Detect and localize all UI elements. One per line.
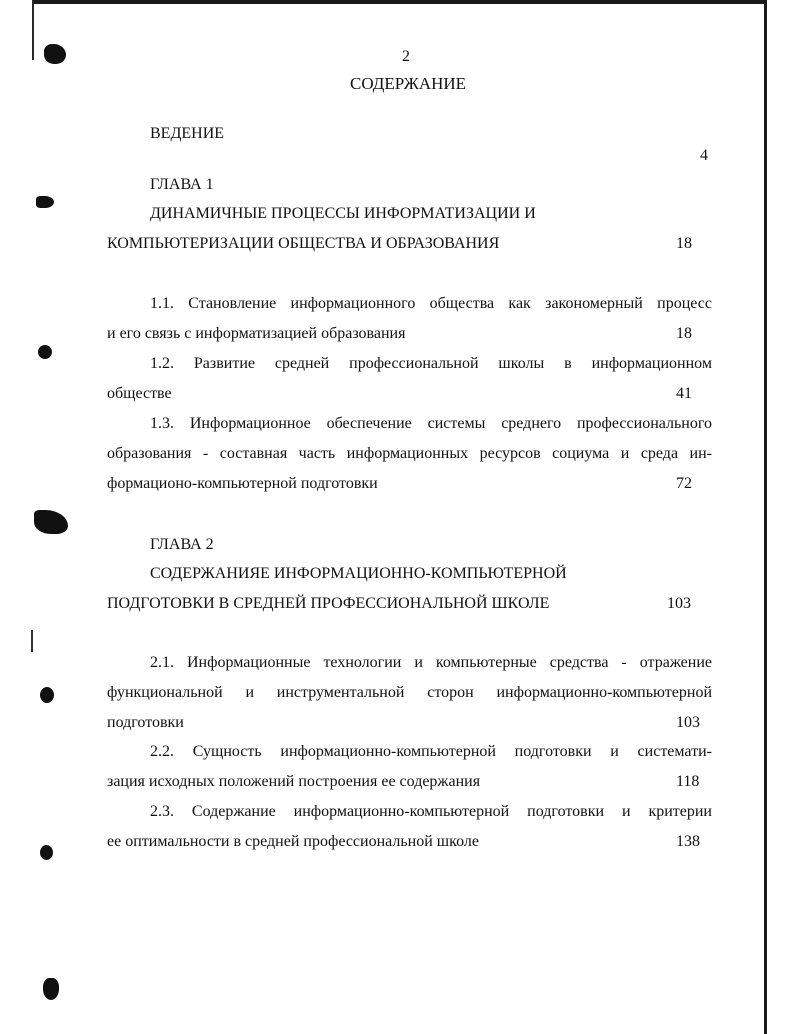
toc-entry-page: 103 [676,714,700,731]
chapter2-title-line2: ПОДГОТОВКИ В СРЕДНЕЙ ПРОФЕССИОНАЛЬНОЙ ШКОЛЕ [107,595,550,612]
toc-entry-line: 2.3. Содержание информационно-компьютерной подготовки и критерии [150,803,712,820]
toc-entry-line: формационо-компьютерной подготовки [107,475,378,492]
scan-mark-left [31,630,33,652]
toc-entry-line: и его связь с информатизацией образования [107,325,406,342]
scan-edge-left [32,0,34,60]
toc-entry-page: 72 [676,475,692,492]
toc-entry-page: 138 [676,833,700,850]
toc-entry-line: подготовки [107,714,184,731]
punch-hole-2 [36,196,54,208]
chapter2-title-line1: СОДЕРЖАНИЯЕ ИНФОРМАЦИОННО-КОМПЬЮТЕРНОЙ [150,565,567,582]
scan-edge-right [764,0,767,1034]
intro-page: 4 [700,147,708,164]
page-number: 2 [402,48,410,65]
punch-hole-6 [40,845,53,860]
toc-entry-page: 41 [676,385,692,402]
punch-hole-3 [38,345,52,359]
punch-hole-4 [34,510,68,534]
chapter1-title-line2: КОМПЬЮТЕРИЗАЦИИ ОБЩЕСТВА И ОБРАЗОВАНИЯ [107,235,500,252]
punch-hole-5 [40,687,54,703]
toc-entry-page: 118 [676,773,700,790]
chapter2-page: 103 [667,595,691,612]
toc-entry-line: обществе [107,385,172,402]
page-title: СОДЕРЖАНИЕ [350,74,467,93]
toc-entry-line: 1.1. Становление информационного общества как закономерный процесс [150,295,712,312]
chapter1-label: ГЛАВА 1 [150,176,214,193]
toc-entry-line: 1.2. Развитие средней профессиональной школы в информационном [150,355,712,372]
toc-entry-line: 2.2. Сущность информационно-компьютерной подготовки и системати- [150,743,712,760]
punch-hole-7 [43,978,59,1000]
toc-entry-line: функциональной и инструментальной сторон информационно-компьютерной [107,684,712,701]
toc-entry-line: образования - составная часть информационных ресурсов социума и среда ин- [107,445,712,462]
toc-entry-line: зация исходных положений построения ее содержания [107,773,481,790]
toc-entry-line: ее оптимальности в средней профессиональной школе [107,833,479,850]
toc-entry-line: 2.1. Информационные технологии и компьютерные средства - отражение [150,654,712,671]
intro-label: ВЕДЕНИЕ [150,125,225,142]
scan-edge-top [32,0,764,4]
toc-entry-line: 1.3. Информационное обеспечение системы среднего профессионального [150,415,712,432]
chapter2-label: ГЛАВА 2 [150,536,214,553]
chapter1-title-line1: ДИНАМИЧНЫЕ ПРОЦЕССЫ ИНФОРМАТИЗАЦИИ И [150,205,536,222]
chapter1-page: 18 [676,235,692,252]
punch-hole-1 [44,44,66,64]
toc-entry-page: 18 [676,325,692,342]
